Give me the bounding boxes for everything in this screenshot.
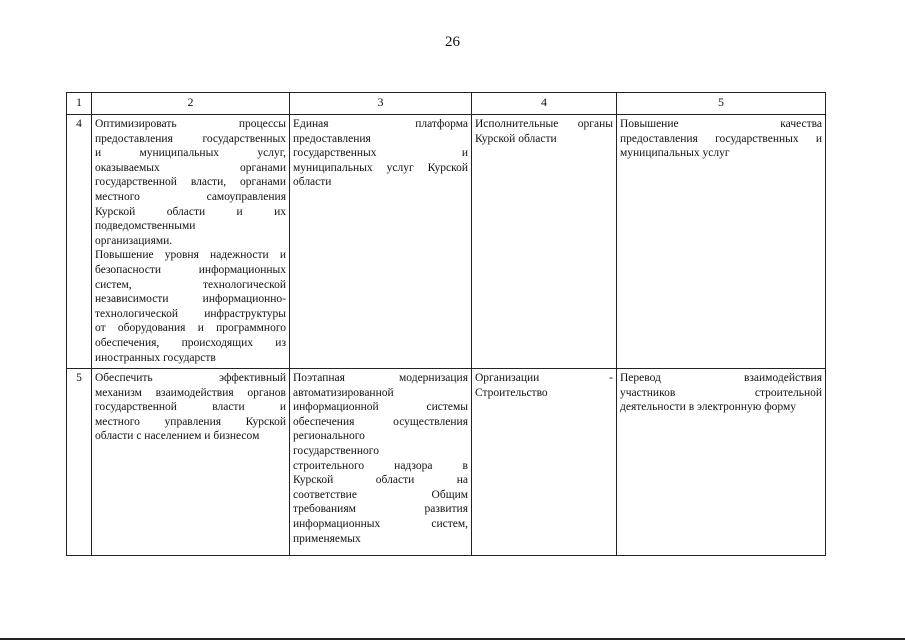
cell-text-line: государственной власти и [95,401,286,414]
result-cell [617,369,826,556]
cell-text-line: применяемых [293,532,361,545]
cell-text-line: подведомственными [95,220,196,233]
goal-cell [92,369,290,556]
cell-text-line: Повышение уровня надежности и [95,249,286,262]
table-row [67,369,826,556]
cell-text-line: Повышение качества [620,118,822,130]
cell-text-line: требованиям развития [293,503,468,516]
cell-text-line: оказываемых органами [95,161,286,174]
cell-text-line: соответствие Общим [293,488,468,501]
cell-text-line: строительного надзора в [293,459,468,472]
measure-cell [290,115,472,369]
cell-text-line: Курской области на [293,474,468,487]
cell-text-line: Поэтапная модернизация [293,372,468,384]
cell-text-line: иностранных государств [95,351,216,364]
header-cell-2: 2 [92,93,290,115]
row-number: 4 [67,115,92,369]
cell-text-line: Организации - [475,372,613,384]
executor-cell [472,369,617,556]
cell-text-line: местного управления Курской [95,415,286,428]
table-row [67,115,826,369]
table-header-row [67,93,826,115]
cell-text-line: Оптимизировать процессы [95,118,286,130]
cell-text-line: государственной власти, органами [95,176,286,189]
goal-cell [92,115,290,369]
cell-text-line: механизм взаимодействия органов [95,386,286,399]
plan-table [66,92,826,556]
cell-text-line: предоставления государственных и [620,132,822,145]
header-cell-5: 5 [617,93,826,115]
cell-text-line: Единая платформа [293,118,468,130]
cell-text-line: автоматизированной [293,386,394,399]
cell-text-line: муниципальных услуг [620,147,730,160]
cell-text-line: от оборудования и программного [95,322,286,335]
cell-text-line: Исполнительные органы [475,118,613,130]
cell-text-line: предоставления [293,132,371,145]
cell-text-line: деятельности в электронную форму [620,401,797,414]
cell-text-line: независимости информационно- [95,293,286,306]
page-number: 26 [445,34,460,50]
header-cell-3: 3 [290,93,472,115]
header-cell-4: 4 [472,93,617,115]
cell-text-line: участников строительной [620,386,822,399]
executor-cell [472,115,617,369]
cell-text-line: предоставления государственных [95,132,286,145]
cell-text-line: обеспечения, происходящих из [95,336,286,349]
header-cell-1: 1 [67,93,92,115]
cell-text-line: регионального [293,430,365,443]
cell-text-line: информационных систем, [293,517,468,530]
cell-text-line: и муниципальных услуг, [95,147,286,160]
cell-text-line: Строительство [475,386,548,399]
cell-text-line: безопасности информационных [95,263,286,276]
cell-text-line: Обеспечить эффективный [95,372,286,384]
cell-text-line: государственного [293,444,379,457]
cell-text-line: области [293,176,332,189]
cell-text-line: Курской области и их [95,205,286,218]
cell-text-line: информационной системы [293,401,468,414]
cell-text-line: Перевод взаимодействия [620,372,822,384]
cell-text-line: муниципальных услуг Курской [293,161,468,174]
cell-text-line: технологической инфраструктуры [95,307,286,320]
cell-text-line: Курской области [475,132,557,145]
cell-text-line: области с населением и бизнесом [95,430,260,443]
cell-text-line: местного самоуправления [95,190,286,203]
cell-text-line: систем, технологической [95,278,286,291]
cell-text-line: обеспечения осуществления [293,415,468,428]
row-number: 5 [67,369,92,556]
cell-text-line: организациями. [95,234,173,247]
measure-cell [290,369,472,556]
result-cell [617,115,826,369]
cell-text-line: государственных и [293,147,468,160]
